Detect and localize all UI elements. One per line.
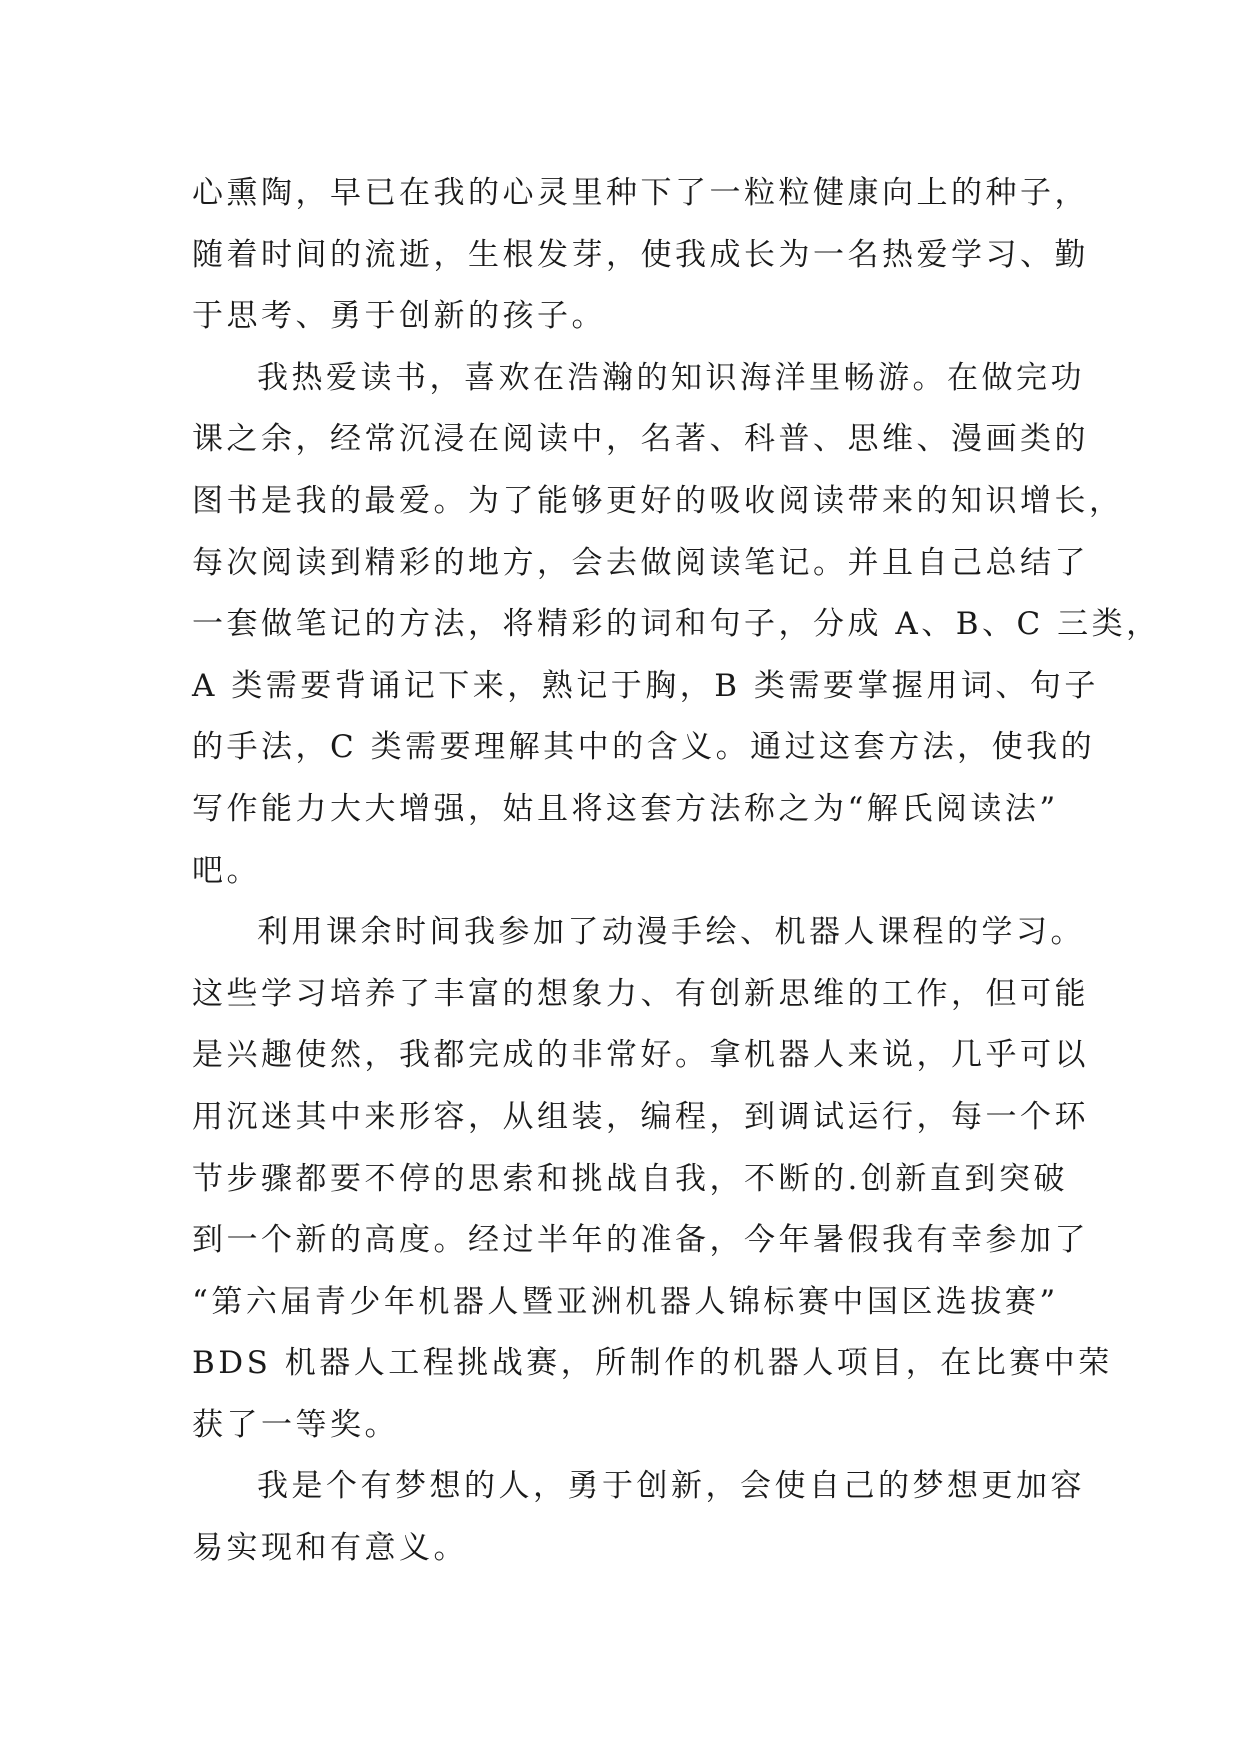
text-line: 我热爱读书，喜欢在浩瀚的知识海洋里畅游。在做完功 bbox=[257, 359, 1085, 396]
text-line: “第六届青少年机器人暨亚洲机器人锦标赛中国区选拔赛” bbox=[192, 1283, 1059, 1320]
text-line: 我是个有梦想的人，勇于创新，会使自己的梦想更加容 bbox=[257, 1468, 1085, 1505]
text-line: 写作能力大大增强，姑且将这套方法称之为“解氏阅读法” bbox=[192, 790, 1059, 827]
text-line: 随着时间的流逝，生根发芽，使我成长为一名热爱学习、勤 bbox=[192, 236, 1089, 273]
text-line: 于思考、勇于创新的孩子。 bbox=[192, 298, 606, 335]
paragraph-2 bbox=[192, 348, 1161, 902]
text-line: BDS 机器人工程挑战赛，所制作的机器人项目，在比赛中荣 bbox=[192, 1345, 1113, 1382]
text-line: 节步骤都要不停的思索和挑战自我，不断的.创新直到突破 bbox=[192, 1160, 1068, 1197]
text-line: 心熏陶，早已在我的心灵里种下了一粒粒健康向上的种子， bbox=[192, 175, 1089, 211]
text-line: 这些学习培养了丰富的想象力、有创新思维的工作，但可能 bbox=[192, 975, 1089, 1012]
text-line: 是兴趣使然，我都完成的非常好。拿机器人来说，几乎可以 bbox=[192, 1037, 1089, 1074]
text-line: 吧。 bbox=[192, 852, 261, 889]
text-line: 课之余，经常沉浸在阅读中，名著、科普、思维、漫画类的 bbox=[192, 421, 1089, 458]
text-line: 一套做笔记的方法，将精彩的词和句子，分成 A、B、C 三类， bbox=[192, 606, 1161, 643]
body-text bbox=[192, 163, 1161, 1580]
paragraph-4 bbox=[192, 1456, 1085, 1579]
paragraph-3 bbox=[192, 902, 1113, 1456]
text-line: 获了一等奖。 bbox=[192, 1406, 399, 1443]
text-line: 图书是我的最爱。为了能够更好的吸收阅读带来的知识增长， bbox=[192, 482, 1124, 519]
text-line: 每次阅读到精彩的地方，会去做阅读笔记。并且自己总结了 bbox=[192, 544, 1089, 581]
text-line: 到一个新的高度。经过半年的准备，今年暑假我有幸参加了 bbox=[192, 1222, 1089, 1259]
text-line: 的手法，C 类需要理解其中的含义。通过这套方法，使我的 bbox=[192, 729, 1096, 766]
text-line: A 类需要背诵记下来，熟记于胸，B 类需要掌握用词、句子 bbox=[192, 667, 1099, 704]
text-line: 用沉迷其中来形容，从组装，编程，到调试运行，每一个环 bbox=[192, 1098, 1089, 1135]
paragraph-1 bbox=[192, 163, 1089, 348]
text-line: 利用课余时间我参加了动漫手绘、机器人课程的学习。 bbox=[257, 914, 1085, 951]
text-line: 易实现和有意义。 bbox=[192, 1530, 468, 1567]
